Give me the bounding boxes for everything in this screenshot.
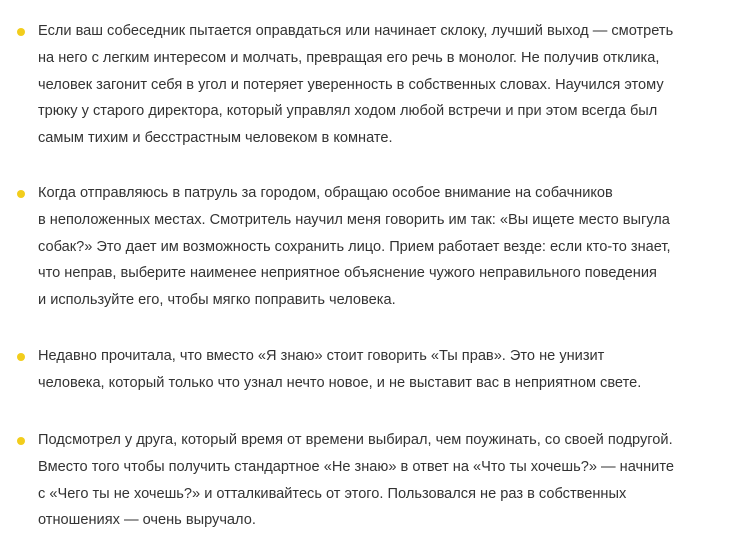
- list-item-text: [38, 343, 738, 397]
- bullet-dot-icon: [17, 190, 25, 198]
- text-line: что неправ, выберите наименее неприятное объяснение чужого неправильного поведения: [38, 265, 657, 282]
- bullet-dot-icon: [17, 28, 25, 36]
- text-line: человек загонит себя в угол и потеряет уверенность в собственных словах. Научился этому: [38, 76, 664, 93]
- text-line: трюку у старого директора, который управлял ходом любой встречи и при этом всегда был: [38, 103, 658, 120]
- text-line: собак?» Это дает им возможность сохранить лицо. Прием работает везде: если кто-то знает,: [38, 238, 671, 255]
- text-line: Недавно прочитала, что вместо «Я знаю» стоит говорить «Ты прав». Это не унизит: [38, 348, 605, 364]
- text-line: на него с легким интересом и молчать, превращая его речь в монолог. Не получив отклика,: [38, 49, 660, 66]
- text-line: человека, который только что узнал нечто новое, и не выставит вас в неприятном свете.: [38, 374, 642, 391]
- bullet-dot-icon: [17, 437, 25, 445]
- text-line: Вместо того чтобы получить стандартное «Не знаю» в ответ на «Что ты хочешь?» — начните: [38, 458, 674, 475]
- text-line: Подсмотрел у друга, который время от времени выбирал, чем поужинать, со своей подругой.: [38, 432, 673, 448]
- text-line: с «Чего ты не хочешь?» и отталкивайтесь от этого. Пользовался не раз в собственных: [38, 485, 627, 502]
- text-line: самым тихим и бесстрастным человеком в комнате.: [38, 130, 393, 147]
- text-line: отношениях — очень выручало.: [38, 512, 256, 529]
- text-line: Когда отправляюсь в патруль за городом, обращаю особое внимание на собачников: [38, 185, 613, 201]
- list-item-text: [38, 427, 738, 534]
- list-item-text: [38, 18, 738, 152]
- text-line: Если ваш собеседник пытается оправдаться или начинает склоку, лучший выход — смотреть: [38, 23, 674, 39]
- list-item-text: [38, 180, 738, 314]
- text-line: и используйте его, чтобы мягко поправить человека.: [38, 292, 396, 309]
- bullet-dot-icon: [17, 353, 25, 361]
- text-line: в неположенных местах. Смотритель научил меня говорить им так: «Вы ищете место выгула: [38, 211, 670, 228]
